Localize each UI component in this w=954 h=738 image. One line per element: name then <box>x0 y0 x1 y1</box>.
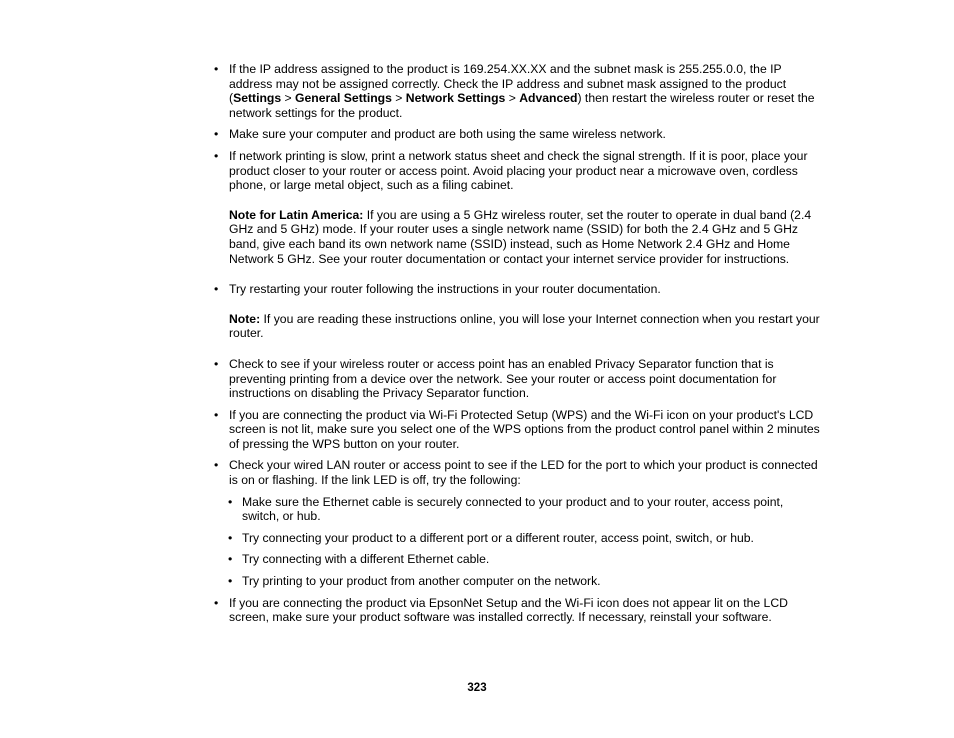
menu-path-network-settings: Network Settings <box>405 91 506 106</box>
list-item-wired-lan <box>0 458 825 487</box>
note-text: If you are using a 5 GHz wireless router, set the router to operate in dual band (2.4 GHz and 5 GHz) mode. If your router uses a single network name (SSID) for both the 2.4 GHz and 5 GHz band, give each band its own network name (SSID) instead, such as Home Network 2.4 GHz and Home Network 5 GHz. See your router documentation or contact your internet service provider for instructions. <box>229 207 812 266</box>
sub-item-text: Make sure the Ethernet cable is securely connected to your product and to your router, access point, switch, or hub. <box>242 494 784 524</box>
list-item-ip-address <box>0 62 825 120</box>
bullet: • <box>214 458 219 473</box>
bullet: • <box>214 282 219 297</box>
bullet: • <box>214 62 219 76</box>
list-item-slow-printing <box>0 149 825 266</box>
bullet: • <box>228 552 233 567</box>
item-text: Try restarting your router following the instructions in your router documentation. <box>229 282 661 297</box>
item-text: Make sure your computer and product are both using the same wireless network. <box>229 127 666 142</box>
note-latin-america <box>229 208 825 266</box>
bullet: • <box>214 356 219 371</box>
path-separator: > <box>391 91 406 106</box>
list-item-privacy-separator <box>0 357 825 401</box>
path-separator: > <box>281 91 296 106</box>
sub-item-text: Try printing to your product from another computer on the network. <box>242 574 601 589</box>
item-text: If you are connecting the product via Wi-Fi Protected Setup (WPS) and the Wi-Fi icon on your product's LCD screen is not lit, make sure you select one of the WPS options from the product control panel within 2 minutes of pressing the WPS button on your router. <box>229 407 820 451</box>
path-separator: > <box>505 91 520 106</box>
note-text: If you are reading these instructions online, you will lose your Internet connection when you restart your router. <box>229 311 820 341</box>
wired-lan-sublist <box>0 495 954 589</box>
list-item-wps <box>0 408 825 452</box>
bullet: • <box>228 494 233 509</box>
note-internet-connection <box>229 312 825 341</box>
bullet: • <box>228 574 233 589</box>
note-label: Note for Latin America: <box>229 207 364 222</box>
sub-list-item <box>0 552 802 567</box>
bullet: • <box>214 595 219 610</box>
bullet: • <box>214 148 219 163</box>
sub-item-text: Try connecting with a different Ethernet cable. <box>242 552 490 567</box>
item-text: ) then restart the wireless router or reset the network settings for the product. <box>229 91 815 120</box>
bullet: • <box>214 127 219 142</box>
sub-list-item <box>0 531 802 546</box>
note-label: Note: <box>229 311 261 326</box>
document-body <box>0 62 954 632</box>
page-number: 323 <box>467 682 487 694</box>
menu-path-general-settings: General Settings <box>295 91 392 106</box>
list-item-epsonnet-setup <box>0 596 825 625</box>
sub-list-item <box>0 495 802 524</box>
item-text: Check your wired LAN router or access point to see if the LED for the port to which your product is connected is on or flashing. If the link LED is off, try the following: <box>229 458 818 488</box>
list-item-same-network <box>0 127 825 142</box>
bullet: • <box>228 530 233 545</box>
item-text: If network printing is slow, print a network status sheet and check the signal strength. If it is poor, place your product closer to your router or access point. Avoid placing your product near a microwave oven, cordless phone, or large metal object, such as a filing cabinet. <box>229 148 808 193</box>
menu-path-settings: Settings <box>233 91 282 106</box>
bullet: • <box>214 407 219 422</box>
sub-item-text: Try connecting your product to a different port or a different router, access point, switch, or hub. <box>242 530 754 545</box>
item-text: Check to see if your wireless router or access point has an enabled Privacy Separator function that is preventing printing from a device over the network. See your router or access point documentation for instructions on disabling the Privacy Separator function. <box>229 356 777 401</box>
menu-path-advanced: Advanced <box>519 91 578 106</box>
item-text: If you are connecting the product via EpsonNet Setup and the Wi-Fi icon does not appear lit on the LCD screen, make sure your product software was installed correctly. If necessary, reinstall your software. <box>229 595 788 625</box>
item-text: If the IP address assigned to the product is 169.254.XX.XX and the subnet mask is 255.255.0.0, the IP address may not be assigned correctly. Check the IP address and subnet mask assigned to the product ( <box>229 62 787 106</box>
sub-list-item <box>0 574 802 589</box>
list-item-restart-router <box>0 282 825 341</box>
